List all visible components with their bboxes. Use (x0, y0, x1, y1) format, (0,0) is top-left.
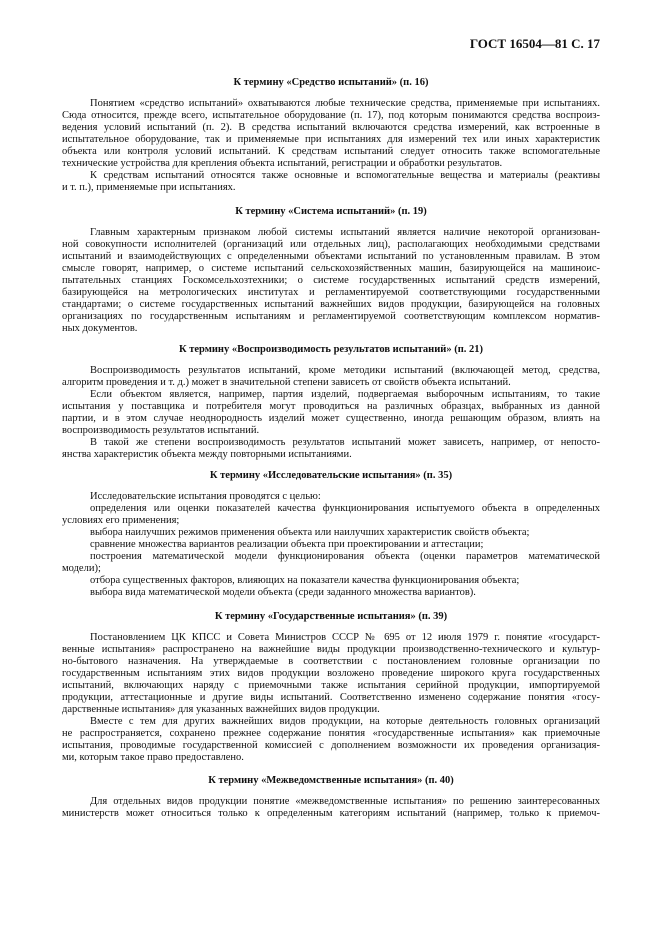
text-line: сравнение множества вариантов реализации объекта при проектировании и аттестации; (90, 539, 484, 550)
text-line: смысле говорят, например, о системе испытаний сельскохозяйственных машин, базирующейся на машинoис- (62, 263, 600, 274)
section-heading: К термину «Исследовательские испытания» (п. 35) (209, 470, 453, 481)
text-line: организациях по государственным испытаниям и регламентируемой соответствующим комплексом норматив- (62, 311, 600, 322)
paragraph (62, 587, 600, 599)
text-line: испытания, проводимые государственной комиссией с дополнением возможности их проведения организация- (62, 740, 600, 751)
paragraph (62, 170, 600, 194)
page-header-standard-number: ГОСТ 16504—81 С. 17 (469, 36, 600, 51)
section (62, 470, 600, 599)
text-line: Главным характерным признаком любой системы испытаний является наличие некоторой организован- (90, 227, 600, 238)
text-line: определения или оценки показателей качества функционирования испытуемого объекта в определенных (90, 503, 600, 514)
paragraph (62, 503, 600, 527)
text-line: К средствам испытаний относятся также основные и вспомогательные вещества и материалы (реактивы (90, 170, 600, 181)
text-line: и т. п.), применяемые при испытаниях. (62, 182, 236, 193)
text-line: Вместе с тем для других важнейших видов продукции, на которые деятельность головных организаций (90, 716, 600, 727)
paragraph (62, 796, 600, 820)
text-line: Если объектом является, например, партия изделий, подвергаемая выборочным испытаниям, то такие (90, 389, 600, 400)
section-heading: К термину «Система испытаний» (п. 19) (235, 206, 427, 217)
text-line: модели); (62, 563, 101, 574)
section (62, 611, 600, 764)
paragraph (62, 575, 600, 587)
text-line: Сюда относится, прежде всего, испытательное оборудование (п. 17), под которым понимаются средства воспроиз- (62, 110, 600, 121)
text-line: испытательное оборудование, так и применяемые при испытаниях для измерений тех или иных характеристик (62, 134, 600, 145)
paragraph (62, 98, 600, 170)
text-line: воспроизводимость результатов испытаний. (62, 425, 260, 436)
text-line: Воспроизводимость результатов испытаний, кроме методики испытаний (включающей метод, средства, (90, 365, 600, 376)
section-heading: К термину «Средство испытаний» (п. 16) (233, 77, 429, 88)
paragraph (62, 716, 600, 764)
paragraph (62, 551, 600, 575)
text-line: испытаний и взаимодействующих с определенными объектами испытаний по установленным правилам. В этом (62, 251, 600, 262)
text-line: партии, и в этом случае неоднородность изделий может существенно, иногда решающим образом, влиять на (62, 413, 600, 424)
text-line: не распространяется, сохранено прежнее содержание понятия «государственные испытания» как приемочные (62, 728, 600, 739)
paragraph (62, 632, 600, 716)
text-line: ной совокупности исполнителей (организаций или отдельных лиц), располагающих необходимыми средствами (62, 239, 600, 250)
text-line: стандартами; о системе государственных испытаний важнейших видов продукции, базирующейся на головных (62, 299, 600, 310)
section (62, 206, 600, 335)
section-heading: К термину «Межведомственные испытания» (п. 40) (208, 775, 454, 786)
text-line: министерств может относиться только к определенным категориям испытаний (например, только к приемоч- (62, 808, 600, 819)
text-line: Исследовательские испытания проводятся с целью: (90, 491, 321, 502)
text-line: ми, которым такое право предоставлено. (62, 752, 244, 763)
text-line: продукции, аттестационные и другие виды испытаний. Соответственно изменено содержание понятия «госу- (62, 692, 600, 703)
text-line: венные испытания» распространено на важнейшие виды продукции производственно-технического и культур- (62, 644, 600, 655)
text-line: испытания у поставщика и потребителя могут проводиться на различных образцах, выбранных из данной (62, 401, 600, 412)
text-line: пытательных станциях Госкомсельхозтехники; о системе государственных испытаний средств измерений, (62, 275, 600, 286)
paragraph (62, 227, 600, 335)
text-line: базирующейся на метрологических институтах и регламентируемой соответствующими государственными (62, 287, 600, 298)
paragraph (62, 437, 600, 461)
text-line: Понятием «средство испытаний» охватываются любые технические средства, применяемые при испытаниях. (90, 98, 600, 109)
paragraph (62, 389, 600, 437)
text-line: но-бытового назначения. На утверждаемые в соответствии с постановлением головные организации по (62, 656, 600, 667)
text-line: ных документов. (62, 323, 138, 334)
paragraph (62, 539, 600, 551)
text-line: В такой же степени воспроизводимость результатов испытаний может зависеть, например, от непосто- (90, 437, 600, 448)
paragraph (62, 365, 600, 389)
text-line: дарственные испытания» для указанных важнейших видов продукции. (62, 704, 380, 715)
text-line: отбора существенных факторов, влияющих на показатели качества функционирования объекта; (90, 575, 520, 586)
text-line: технические устройства для крепления объекта испытаний, регистрации и обработки результатов. (62, 158, 503, 169)
section (62, 775, 600, 820)
section (62, 344, 600, 461)
paragraph (62, 527, 600, 539)
text-line: алгоритм проведения и т. д.) может в значительной степени зависеть от свойств объекта испытаний. (62, 377, 511, 388)
text-line: объекта или контроля условий испытаний. К средствам испытаний следует относить также вспомогательные (62, 146, 600, 157)
paragraph (62, 491, 600, 503)
text-line: выбора вида математической модели объекта (среди заданного множества вариантов). (90, 587, 476, 598)
text-line: государственным испытаниям этих видов продукции возложено проведение широкого круга государственных (62, 668, 600, 679)
section (62, 77, 600, 194)
text-line: янства характеристик объекта между повторными испытаниями. (62, 449, 352, 460)
text-line: условиях его применения; (62, 515, 180, 526)
text-line: выбора наилучших режимов применения объекта или наилучших характеристик свойств объекта; (90, 527, 530, 538)
text-line: Для отдельных видов продукции понятие «межведомственные испытания» по решению заинтересованных (90, 796, 600, 807)
text-line: Постановлением ЦК КПСС и Совета Министров СССР № 695 от 12 июля 1979 г. понятие «государст- (90, 632, 600, 643)
text-line: испытаний, включающих наряду с приемочными также испытания серийной продукции, импортируемой (62, 680, 600, 691)
text-line: ведения условий испытаний (п. 2). В средства испытаний включаются средства измерений, как встроенные в (62, 122, 600, 133)
section-heading: К термину «Воспроизводимость результатов испытаний» (п. 21) (178, 344, 483, 355)
text-line: построения математической модели функционирования объекта (оценки параметров математической (90, 551, 600, 562)
section-heading: К термину «Государственные испытания» (п. 39) (214, 611, 448, 622)
